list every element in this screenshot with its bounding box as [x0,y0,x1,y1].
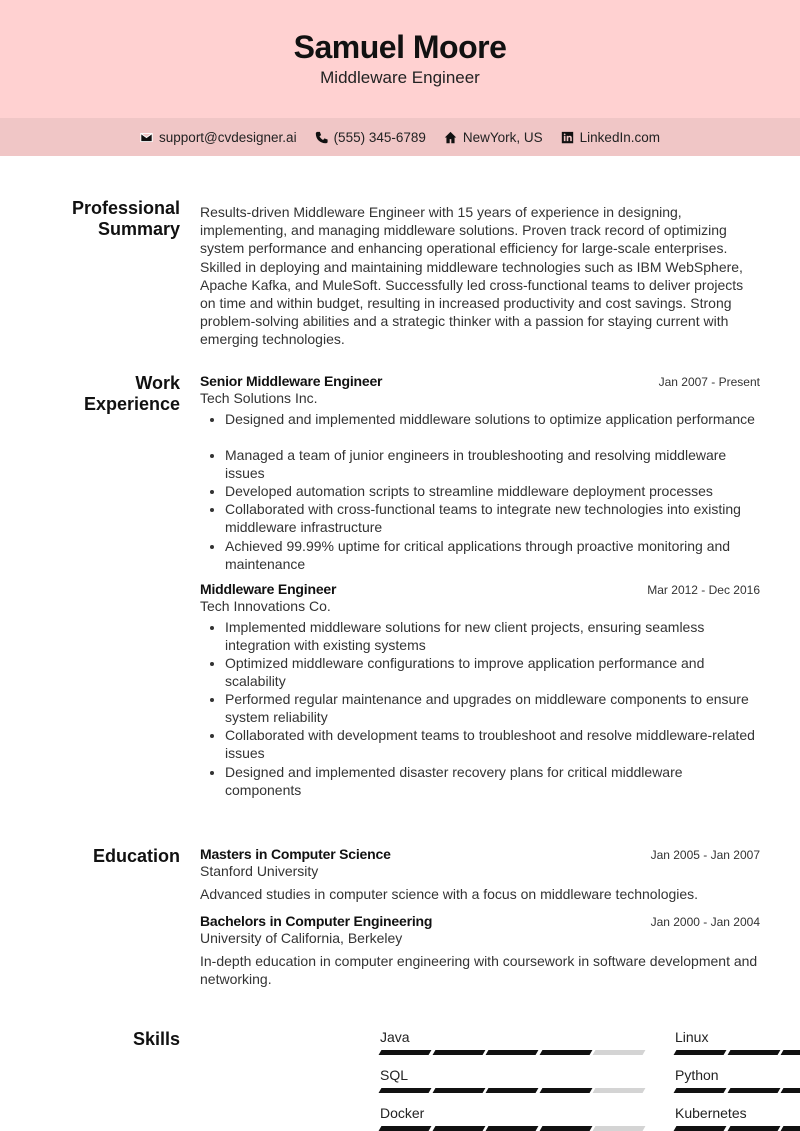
job-bullet: • Designed and implemented disaster recovery plans for critical middleware components [225,763,760,799]
skill-item [675,1105,800,1131]
education-body [200,846,760,989]
contact-phone[interactable] [315,130,426,145]
skill-level-segment [674,1050,726,1055]
skill-name: Python [675,1067,719,1083]
skills-grid [380,1029,800,1122]
location-text: NewYork, US [462,129,543,145]
job-entry [200,373,760,573]
skill-item [380,1067,644,1093]
education-description: Advanced studies in computer science with a focus on middleware technologies. [200,886,699,902]
school-name: Stanford University [200,863,319,879]
skill-level-segment [486,1126,538,1131]
job-bullet: • Managed a team of junior engineers in troubleshooting and resolving middleware issues [225,446,760,482]
education-entry [200,913,760,989]
job-company: Tech Solutions Inc. [200,390,318,406]
skill-name: SQL [380,1067,409,1083]
skill-level-segment [674,1126,726,1131]
skill-level-segment [727,1050,779,1055]
education-date: Jan 2000 - Jan 2004 [650,914,760,929]
skill-item [380,1105,644,1131]
job-bullets [200,410,760,573]
candidate-title: Middleware Engineer [320,68,480,87]
summary-text: Results-driven Middleware Engineer with 15 years of experience in designing, implementing, and managing middleware solutions. Proven track record of optimizing system performance and enhancing operational efficiency for large-scale enterprises. Skilled in deploying and maintaining middleware technologies such as IBM WebSphere, Apache Kafka, and MuleSoft. Successfully led cross-functional teams to deliver projects on time and within budget, resulting in increased productivity and cost savings. Strong problem-solving abilities and a strategic thinker with a passion for staying current with emerging technologies. [200,204,744,348]
contact-bar [0,118,800,156]
job-date: Mar 2012 - Dec 2016 [647,582,760,597]
skill-level-segment [593,1050,645,1055]
skill-level-segment [432,1126,484,1131]
experience-body [200,373,760,799]
contact-location [444,130,543,145]
skill-level-segment [727,1088,779,1093]
skill-level-bar [380,1088,644,1093]
skills-heading: Skills [132,1029,180,1049]
job-bullet: • Developed automation scripts to streamline middleware deployment processes [225,482,760,500]
skills-section [0,1029,800,1122]
degree-title: Bachelors in Computer Engineering [200,912,433,929]
job-bullet: • Implemented middleware solutions for new client projects, ensuring seamless integration with existing systems [225,618,760,654]
school-name: University of California, Berkeley [200,929,403,946]
skill-level-bar [675,1126,800,1131]
job-bullet: • Designed and implemented middleware solutions to optimize application performance [225,410,760,428]
job-company: Tech Innovations Co. [200,597,331,614]
job-bullet: • Performed regular maintenance and upgrades on middleware components to ensure system reliability [225,690,760,726]
summary-heading-line2: Summary [97,219,180,239]
job-bullet: • Collaborated with cross-functional teams to integrate new technologies into existing middleware infrastructure [225,500,760,536]
job-bullet: • Collaborated with development teams to troubleshoot and resolve middleware-related issues [225,726,760,762]
job-bullets [200,618,760,799]
contact-email[interactable] [140,130,297,145]
skill-name: Docker [380,1105,425,1121]
skill-level-segment [781,1126,800,1131]
job-bullet: • Optimized middleware configurations to improve application performance and scalability [225,654,760,690]
skill-level-segment [432,1088,484,1093]
job-bullet: • Achieved 99.99% uptime for critical applications through proactive monitoring and maintenance [225,537,760,573]
summary-heading [0,198,180,240]
experience-heading-line2: Experience [83,394,180,414]
skill-level-segment [539,1126,591,1131]
summary-body [200,203,760,349]
education-section [0,846,800,987]
skill-level-bar [675,1050,800,1055]
summary-section [0,198,800,348]
candidate-name: Samuel Moore [293,29,507,65]
linkedin-text: LinkedIn.com [579,129,660,145]
education-description: In-depth education in computer engineering with coursework in software development and networking. [200,952,758,987]
experience-heading-line1: Work [135,373,180,393]
degree-title: Masters in Computer Science [200,846,391,862]
education-date: Jan 2005 - Jan 2007 [650,848,760,862]
skill-level-segment [432,1050,484,1055]
skill-level-segment [727,1126,779,1131]
phone-icon [315,131,328,144]
skill-level-segment [379,1088,431,1093]
job-date: Jan 2007 - Present [658,375,760,389]
home-icon [444,131,457,144]
experience-heading [0,373,180,415]
phone-text: (555) 345-6789 [333,129,426,145]
job-title: Senior Middleware Engineer [200,373,383,389]
skill-level-segment [593,1126,645,1131]
experience-section [0,373,800,798]
skill-level-segment [486,1050,538,1055]
email-text: support@cvdesigner.ai [159,129,297,145]
skill-level-segment [674,1088,726,1093]
skill-level-bar [380,1050,644,1055]
resume-header [0,0,800,118]
job-title: Middleware Engineer [200,580,337,597]
skill-level-segment [379,1126,431,1131]
skill-name: Linux [675,1029,709,1045]
skill-level-bar [380,1126,644,1131]
skill-item [675,1067,800,1093]
envelope-icon [140,131,153,144]
education-heading: Education [92,846,180,866]
education-entry [200,846,760,904]
contact-linkedin[interactable] [561,130,660,145]
skill-name: Java [380,1029,410,1045]
skill-item [380,1029,644,1055]
skill-level-segment [781,1088,800,1093]
linkedin-icon [561,131,574,144]
skill-level-segment [539,1050,591,1055]
skill-item [675,1029,800,1055]
skill-level-bar [675,1088,800,1093]
skill-level-segment [486,1088,538,1093]
skill-level-segment [539,1088,591,1093]
skill-level-segment [781,1050,800,1055]
skill-name: Kubernetes [675,1105,747,1121]
skill-level-segment [379,1050,431,1055]
job-entry [200,581,760,799]
summary-heading-line1: Professional [71,198,180,218]
skill-level-segment [593,1088,645,1093]
